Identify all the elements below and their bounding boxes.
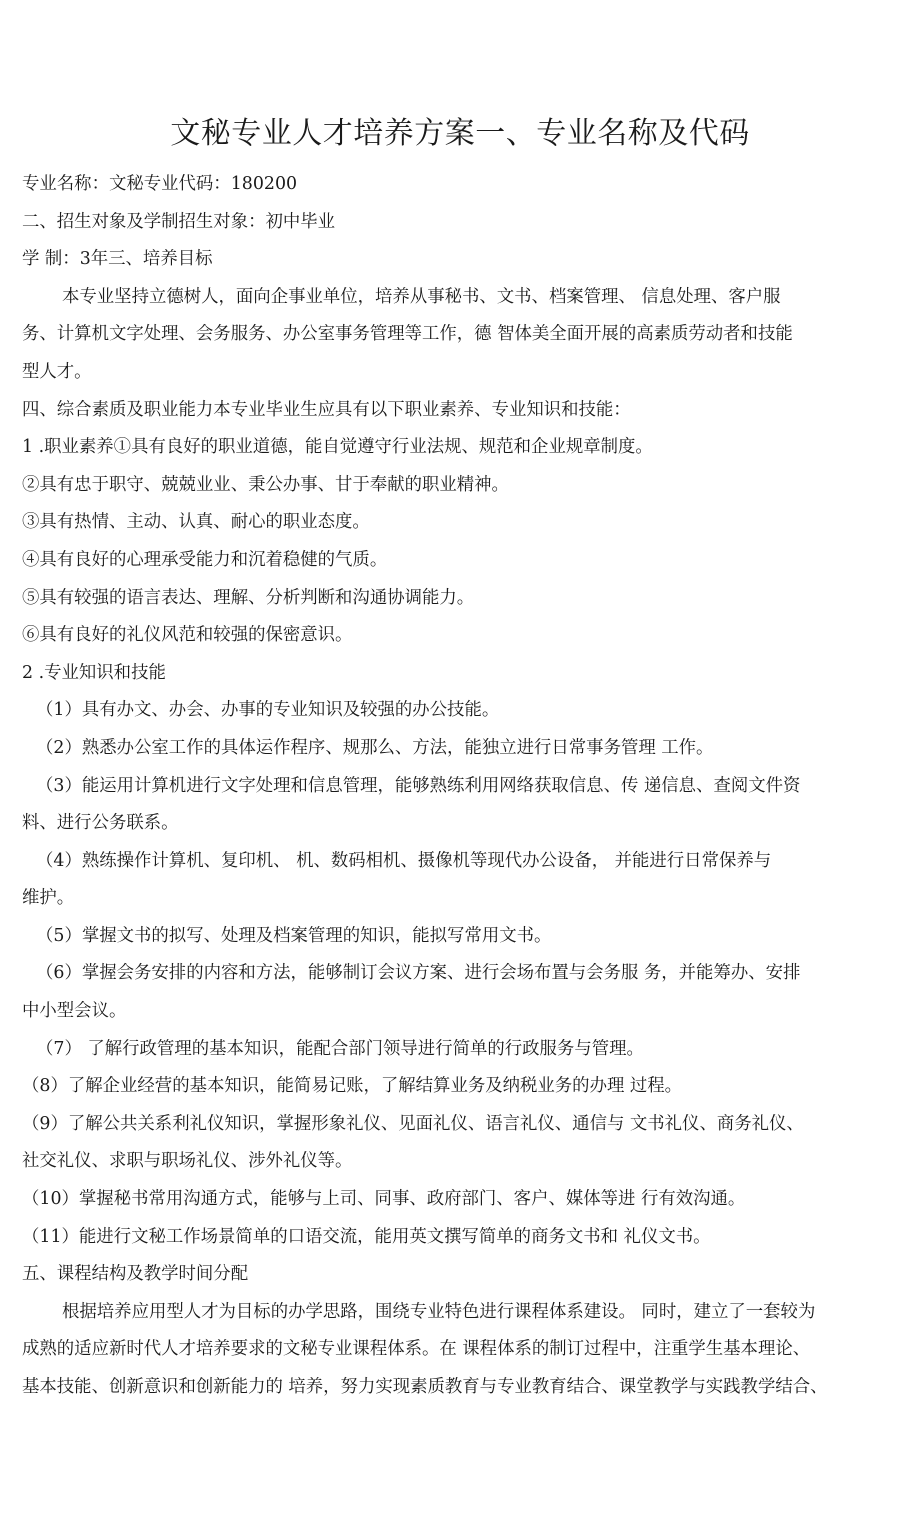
- list-item: ⑥具有良好的礼仪风范和较强的保密意识。: [22, 625, 353, 646]
- program-name-line: 专业名称：文秘专业代码：180200: [22, 174, 298, 194]
- document-body: [22, 166, 916, 1407]
- list-item: （1）具有办文、办会、办事的专业知识及较强的办公技能。: [36, 700, 500, 721]
- list-item: 1 .职业素养①具有良好的职业道德，能自觉遵守行业法规、规范和企业规章制度。: [22, 437, 653, 458]
- list-item: （3）能运用计算机进行文字处理和信息管理，能够熟练利用网络获取信息、传 递信息、查阅文件资: [36, 775, 801, 796]
- paragraph-line: 成熟的适应新时代人才培养要求的文秘专业课程体系。在 课程体系的制订过程中，注重学生基本理论、: [22, 1339, 811, 1360]
- section-heading: 2 .专业知识和技能: [22, 662, 166, 683]
- enrollment-line: 二、招生对象及学制招生对象：初中毕业: [22, 211, 336, 232]
- list-item: （7） 了解行政管理的基本知识，能配合部门领导进行简单的行政服务与管理。: [36, 1038, 644, 1059]
- paragraph-line: 本专业坚持立德树人，面向企事业单位，培养从事秘书、文书、档案管理、 信息处理、客户服: [62, 286, 781, 307]
- list-item: （5）掌握文书的拟写、处理及档案管理的知识，能拟写常用文书。: [36, 925, 552, 946]
- paragraph-line: 根据培养应用型人才为目标的办学思路，围绕专业特色进行课程体系建设。 同时，建立了一套较为: [62, 1301, 816, 1322]
- list-item: （10）掌握秘书常用沟通方式，能够与上司、同事、政府部门、客户、媒体等进 行有效沟通。: [22, 1189, 746, 1210]
- list-item: ②具有忠于职守、兢兢业业、秉公办事、甘于奉献的职业精神。: [22, 474, 509, 495]
- list-item: （9）了解公共关系利礼仪知识，掌握形象礼仪、见面礼仪、语言礼仪、通信与 文书礼仪、商务礼仪、: [22, 1113, 804, 1134]
- section-heading: 五、课程结构及教学时间分配: [22, 1264, 249, 1285]
- paragraph-line: 基本技能、创新意识和创新能力的 培养，努力实现素质教育与专业教育结合、课堂教学与实践教学结合、: [22, 1377, 828, 1397]
- list-item: （8）了解企业经营的基本知识，能简易记账，了解结算业务及纳税业务的办理 过程。: [22, 1076, 683, 1097]
- list-item: ⑤具有较强的语言表达、理解、分析判断和沟通协调能力。: [22, 587, 475, 608]
- list-item: ③具有热情、主动、认真、耐心的职业态度。: [22, 512, 370, 533]
- paragraph-line: 型人才。: [22, 361, 92, 382]
- list-item: （6）掌握会务安排的内容和方法，能够制订会议方案、进行会场布置与会务服 务，并能筹办、安排: [36, 963, 801, 984]
- list-item-continuation: 中小型会议。: [22, 1001, 127, 1022]
- list-item: （4）熟练操作计算机、复印机、 机、数码相机、摄像机等现代办公设备， 并能进行日常保养与: [36, 850, 772, 871]
- list-item-continuation: 料、进行公务联系。: [22, 813, 179, 834]
- section-heading: 四、综合素质及职业能力本专业毕业生应具有以下职业素养、专业知识和技能：: [22, 399, 631, 420]
- list-item: （11）能进行文秘工作场景简单的口语交流，能用英文撰写简单的商务文书和 礼仪文书。: [22, 1226, 711, 1247]
- paragraph-line: 务、计算机文字处理、会务服务、办公室事务管理等工作，德 智体美全面开展的高素质劳动者和技能: [22, 324, 793, 345]
- list-item-continuation: 维护。: [22, 888, 75, 909]
- document-title: 文秘专业人才培养方案一、专业名称及代码: [170, 116, 750, 151]
- duration-line: 学 制：3年三、培养目标: [22, 249, 213, 270]
- list-item: ④具有良好的心理承受能力和沉着稳健的气质。: [22, 549, 388, 570]
- list-item-continuation: 社交礼仪、求职与职场礼仪、涉外礼仪等。: [22, 1151, 353, 1172]
- list-item: （2）熟悉办公室工作的具体运作程序、规那么、方法，能独立进行日常事务管理 工作。: [36, 737, 714, 758]
